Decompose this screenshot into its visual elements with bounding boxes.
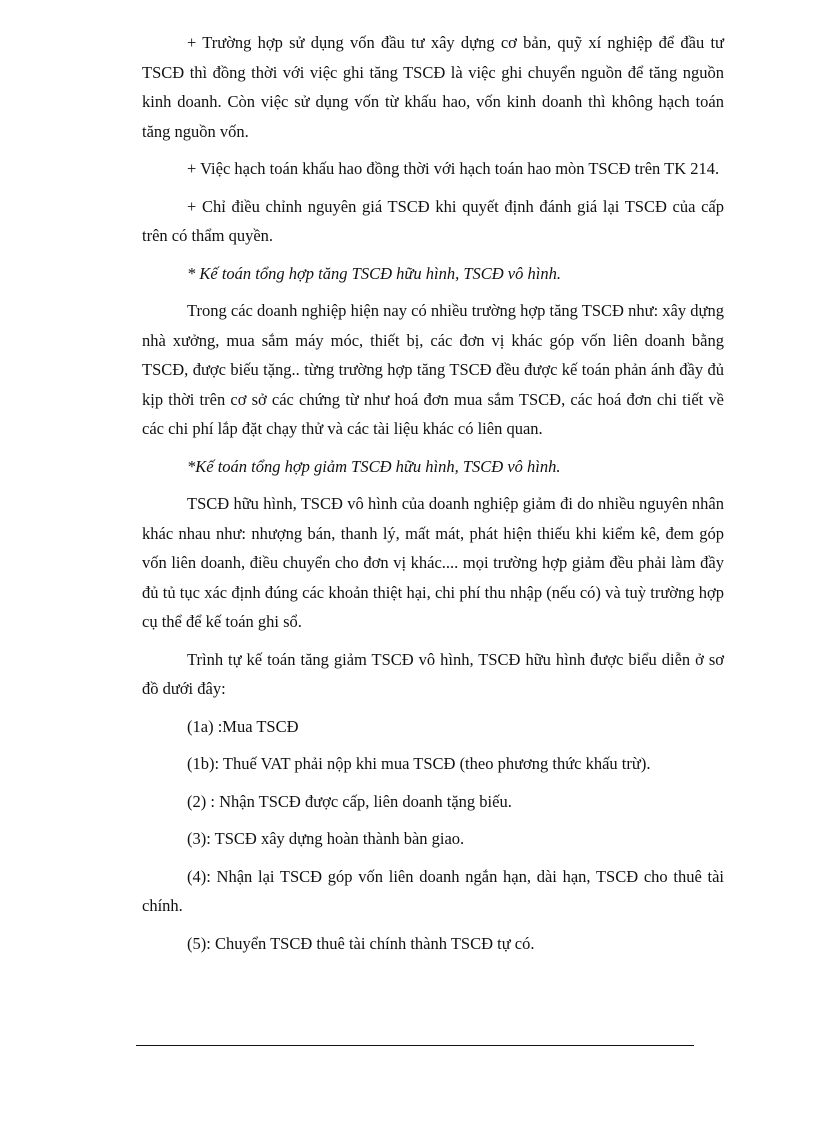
paragraph-capital-source: + Trường hợp sử dụng vốn đầu tư xây dựng cơ bản, quỹ xí nghiệp để đầu tư TSCĐ thì đồng thời với việc ghi tăng TSCĐ là việc ghi chuyển nguồn để tăng nguồn kinh doanh. Còn việc sử dụng vốn từ khấu hao, vốn kinh doanh thì không hạch toán tăng nguồn vốn. — [142, 33, 724, 141]
heading-decrease-accounting: *Kế toán tổng hợp giảm TSCĐ hữu hình, TSCĐ vô hình. — [187, 456, 561, 476]
paragraph-decrease-cases: TSCĐ hữu hình, TSCĐ vô hình của doanh nghiệp giảm đi do nhiều nguyên nhân khác nhau như: nhượng bán, thanh lý, mất mát, phát hiện thiếu khi kiểm kê, đem góp vốn liên doanh, điều chuyển cho đơn vị khác.... mọi trường hợp giảm đều phải làm đầy đủ tủ tục xác định đúng các khoản thiệt hại, chi phí thu nhập (nếu có) và tuỳ trường hợp cụ thể để kế toán ghi sổ. — [142, 494, 724, 631]
list-item-3: (3): TSCĐ xây dựng hoàn thành bàn giao. — [187, 829, 465, 848]
footer-divider — [136, 1045, 694, 1046]
paragraph-diagram-intro: Trình tự kế toán tăng giảm TSCĐ vô hình, TSCĐ hữu hình được biểu diễn ở sơ đồ dưới đây: — [142, 649, 724, 698]
paragraph-increase-cases: Trong các doanh nghiệp hiện nay có nhiều trường hợp tăng TSCĐ như: xây dựng nhà xưởng, mua sắm máy móc, thiết bị, các đơn vị khác góp vốn liên doanh bằng TSCĐ, được biếu tặng.. từng trường hợp tăng TSCĐ đều được kế toán phản ánh đầy đủ kịp thời trên cơ sở các chứng từ như hoá đơn mua sắm TSCĐ, các hoá đơn chi tiết về các chi phí lắp đặt chạy thử và các tài liệu khác có liên quan. — [142, 301, 724, 438]
list-item-1b: (1b): Thuế VAT phải nộp khi mua TSCĐ (theo phương thức khấu trừ). — [187, 754, 651, 773]
list-item-5: (5): Chuyển TSCĐ thuê tài chính thành TSCĐ tự có. — [187, 933, 535, 953]
paragraph-revaluation: + Chỉ điều chỉnh nguyên giá TSCĐ khi quyết định đánh giá lại TSCĐ của cấp trên có thẩm quyền. — [142, 196, 724, 245]
heading-increase-accounting: * Kế toán tổng hợp tăng TSCĐ hữu hình, TSCĐ vô hình. — [187, 263, 561, 283]
list-item-1a: (1a) :Mua TSCĐ — [187, 716, 299, 736]
paragraph-depreciation: + Việc hạch toán khấu hao đồng thời với hạch toán hao mòn TSCĐ trên TK 214. — [187, 159, 720, 178]
list-item-2: (2) : Nhận TSCĐ được cấp, liên doanh tặng biếu. — [187, 791, 512, 811]
document-page — [142, 28, 724, 966]
list-item-4: (4): Nhận lại TSCĐ góp vốn liên doanh ngắn hạn, dài hạn, TSCĐ cho thuê tài chính. — [142, 866, 724, 915]
